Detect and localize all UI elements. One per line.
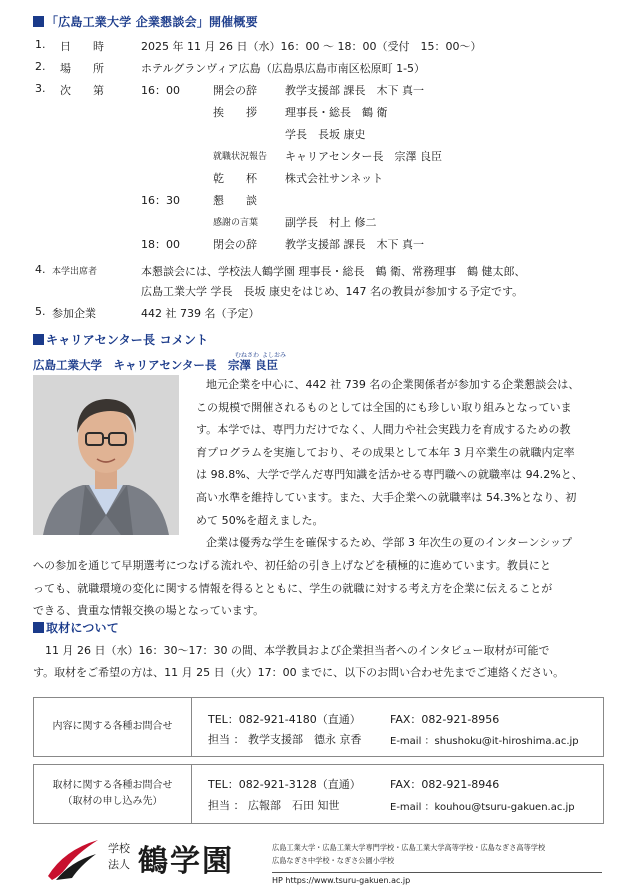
venue-label: 場 所 <box>60 62 104 75</box>
contact-person: 担当 ： 教学支援部 德永 京香 <box>208 733 362 746</box>
footer-schools-line1: 広島工業大学・広島工業大学専門学校・広島工業大学高等学校・広島なぎさ高等学校 <box>272 843 546 852</box>
contact-sublabel: （取材の申し込み先） <box>62 796 163 807</box>
square-bullet-icon <box>33 334 44 345</box>
footer-divider <box>272 872 602 873</box>
footer-schools-line2: 広島なぎさ中学校・なぎさ公園小学校 <box>272 856 395 865</box>
program-label: 次 第 <box>60 84 104 97</box>
comment-line: は 98.8%、大学で学んだ専門知識を活かせる専門職への就職率は 94.2%と、 <box>196 468 583 482</box>
contact-box-content <box>33 697 604 757</box>
program-item: 就職状況報告 <box>213 152 268 162</box>
program-item: 懇 談 <box>213 194 257 207</box>
contact-email[interactable]: E-mail ：shushoku@it-hiroshima.ac.jp <box>390 736 579 747</box>
date-label: 日 時 <box>60 40 104 53</box>
coverage-line1: 11 月 26 日（水）16：30～17：30 の間、本学教員および企業担当者へのインタビュー取材が可能で <box>45 644 550 657</box>
crane-logo-icon <box>46 836 102 882</box>
program-item: 挨 拶 <box>213 106 257 119</box>
program-person: 学長 長坂 康史 <box>285 128 366 141</box>
comment-line: めて 50%を超えました。 <box>196 513 324 527</box>
date-value: 2025 年 11 月 26 日（水）16：00 ～ 18：00（受付 15：00～） <box>141 40 482 53</box>
comment-line: っても、就職環境の変化に関する情報を得るとともに、学生の就職に対する考え方を企業に伝えることが <box>33 581 553 595</box>
program-person: 副学長 村上 修二 <box>285 216 377 229</box>
square-bullet-icon <box>33 16 44 27</box>
contact-tel: TEL：082-921-4180（直通） <box>208 713 361 726</box>
contact-fax: FAX：082-921-8956 <box>390 713 500 726</box>
comment-line: 高い水準を維持しています。また、大手企業への就職率は 54.3%となり、初 <box>196 490 577 504</box>
attendees-num: 4. <box>35 263 46 276</box>
attendees-label: 本学出席者 <box>52 267 98 277</box>
date-num: 1. <box>35 38 46 51</box>
program-person: 教学支援部 課長 木下 真一 <box>285 84 424 97</box>
square-bullet-icon <box>33 622 44 633</box>
comment-paragraph-2 <box>33 555 608 623</box>
comment-line: 企業は優秀な学生を確保するため、学部 3 年次生の夏のインターンシップ <box>206 536 573 550</box>
program-time: 16：30 <box>141 194 180 207</box>
logo-small-top: 学校 <box>108 842 130 855</box>
contact-box-coverage <box>33 764 604 824</box>
contact-label-cell <box>34 698 192 756</box>
comment-line: 地元企業を中心に、442 社 739 名の企業関係者が参加する企業懇談会は、 <box>206 378 580 391</box>
ruby-muneaswa: むねさわ <box>235 352 260 359</box>
contact-fax: FAX：082-921-8946 <box>390 778 500 791</box>
companies-label: 参加企業 <box>52 307 96 320</box>
portrait-illustration <box>33 375 179 535</box>
companies-value: 442 社 739 名（予定） <box>141 307 260 320</box>
program-item: 開会の辞 <box>213 84 257 97</box>
venue-num: 2. <box>35 60 46 73</box>
comment-line: 育プログラムを実施しており、その成果として本年 3 月卒業生の就職内定率 <box>196 445 575 459</box>
program-item: 乾 杯 <box>213 172 257 185</box>
program-person: 株式会社サンネット <box>285 172 384 185</box>
comment-line: す。本学では、専門力だけでなく、人間力や社会実践力を育成するための教 <box>196 423 571 437</box>
footer-hp-link[interactable]: HP https://www.tsuru-gakuen.ac.jp <box>272 876 411 885</box>
contact-label: 取材に関する各種お問合せ <box>52 780 173 791</box>
footer-logo <box>46 836 256 886</box>
contact-tel: TEL：082-921-3128（直通） <box>208 778 361 791</box>
program-item: 感謝の言葉 <box>213 218 259 228</box>
comment-paragraph-1 <box>196 374 606 555</box>
portrait-photo <box>33 375 179 535</box>
logo-name: 鶴学園 <box>138 844 234 879</box>
contact-label-cell <box>34 765 192 823</box>
attendees-line2: 広島工業大学 学長 長坂 康史をはじめ、147 名の教員が参加する予定です。 <box>141 285 524 298</box>
coverage-heading: 取材について <box>33 619 119 636</box>
comment-line: この規模で開催されるものとしては全国的にも珍しい取り組みとなっていま <box>196 400 572 414</box>
ruby-yoshiomi: よしおみ <box>262 352 287 359</box>
contact-person: 担当 ： 広報部 石田 知世 <box>208 799 340 812</box>
contact-label: 内容に関する各種お問合せ <box>52 721 173 732</box>
program-num: 3. <box>35 82 46 95</box>
logo-small-bottom: 法人 <box>108 858 130 871</box>
program-person: 教学支援部 課長 木下 真一 <box>285 238 424 251</box>
program-person: キャリアセンター長 宗澤 良臣 <box>285 150 442 163</box>
comment-heading: キャリアセンター長 コメント <box>33 331 208 348</box>
coverage-line2: す。取材をご希望の方は、11 月 25 日（火）17：00 までに、以下のお問い合わせ先までご連絡ください。 <box>33 666 565 679</box>
attendees-line1: 本懇談会には、学校法人鶴学園 理事長・総長 鶴 衛、常務理事 鶴 健太郎、 <box>141 265 526 278</box>
overview-heading: 「広島工業大学 企業懇談会」開催概要 <box>33 13 258 30</box>
contact-email[interactable]: E-mail ：kouhou@tsuru-gakuen.ac.jp <box>390 802 575 813</box>
program-item: 閉会の辞 <box>213 238 257 251</box>
comment-line: への参加を通じて早期選考につなげる流れや、初任給の引き上げなどを積極的に進めています。教員にと <box>33 559 552 572</box>
program-time: 18：00 <box>141 238 180 251</box>
commenter-name: 宗澤 良臣 <box>227 358 278 372</box>
commenter-name-line <box>33 357 278 373</box>
venue-value: ホテルグランヴィア広島（広島県広島市南区松原町 1-5） <box>141 62 426 75</box>
program-person: 理事長・総長 鶴 衛 <box>285 106 388 119</box>
program-time: 16：00 <box>141 84 180 97</box>
companies-num: 5. <box>35 305 46 318</box>
comment-line: できる、貴重な情報交換の場となっています。 <box>33 604 265 618</box>
commenter-title: 広島工業大学 キャリアセンター長 <box>33 358 228 372</box>
